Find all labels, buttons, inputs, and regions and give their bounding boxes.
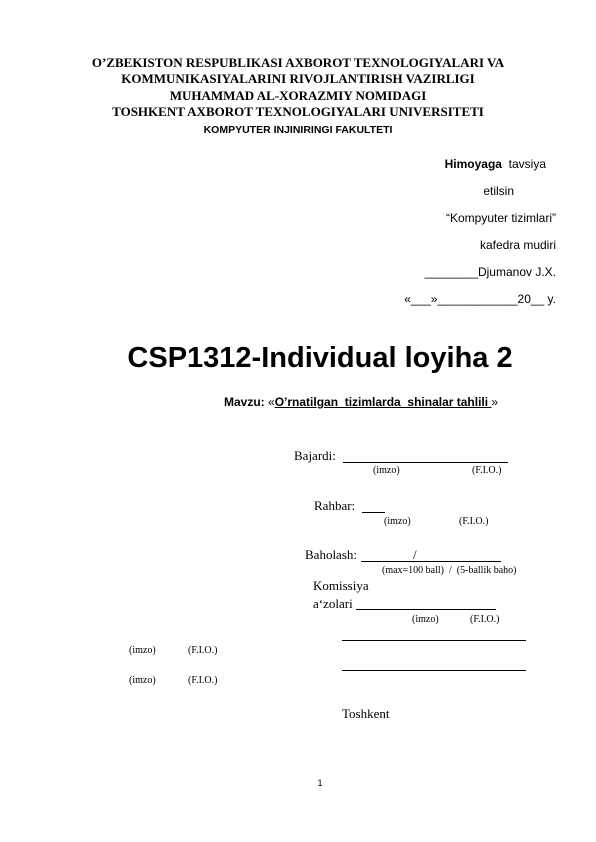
baholash-hint: (max=100 ball) / (5-ballik baho) [382, 565, 517, 576]
baholash-grade-line [361, 561, 501, 562]
city-name: Toshkent [342, 706, 390, 721]
approval-line-himoyaga [300, 157, 546, 171]
baholash-label: Baholash: [305, 547, 357, 562]
topic-label: Mavzu: [224, 395, 265, 409]
header-faculty: KOMPYUTER INJINIRINGI FAKULTETI [203, 124, 393, 136]
bajardi-label: Bajardi: [294, 448, 336, 463]
rahbar-fio-hint: (F.I.O.) [459, 516, 489, 527]
komissiya-imzo-hint: (imzo) [412, 614, 439, 625]
topic-text: O’rnatilgan tizimlarda shinalar tahlili [274, 395, 492, 409]
member-1-imzo-hint: (imzo) [129, 645, 156, 656]
bajardi-signature-line [343, 462, 508, 463]
approval-date-line: «___»____________20__ y. [404, 292, 556, 306]
approval-kafedra-name: “Kompyuter tizimlari” [445, 211, 556, 225]
bajardi-imzo-hint: (imzo) [373, 465, 400, 476]
rahbar-imzo-hint: (imzo) [384, 516, 411, 527]
member-2-signature-line [342, 670, 526, 671]
topic-open-quote: « [268, 395, 275, 409]
member-1-signature-line [342, 640, 526, 641]
rahbar-signature-line [362, 512, 385, 513]
header-university-line-1: MUHAMMAD AL-XORAZMIY NOMIDAGI [169, 88, 427, 103]
topic-line [224, 395, 498, 409]
topic-close-quote: » [491, 395, 499, 409]
header-ministry-line-1: O’ZBEKISTON RESPUBLIKASI AXBOROT TEXNOLOGIYALARI VA [91, 55, 505, 70]
komissiya-label-line-1: Komissiya [313, 578, 369, 593]
komissiya-label-line-2: a‘zolari [313, 596, 353, 611]
member-2-fio-hint: (F.I.O.) [188, 675, 218, 686]
approval-head-name: Djumanov J.X. [477, 265, 556, 279]
approval-signature-blank: ________ [424, 265, 478, 279]
komissiya-fio-hint: (F.I.O.) [470, 614, 500, 625]
komissiya-signature-line [356, 609, 496, 610]
approval-etilsin: etilsin [483, 184, 514, 198]
member-1-fio-hint: (F.I.O.) [188, 645, 218, 656]
document-title: CSP1312-Individual loyiha 2 [127, 342, 513, 374]
approval-head-signature [300, 265, 556, 279]
approval-kafedra-mudiri: kafedra mudiri [479, 238, 556, 252]
header-university-line-2: TOSHKENT AXBOROT TEXNOLOGIYALARI UNIVERSITETI [112, 104, 484, 119]
approval-himoyaga: Himoyaga [444, 157, 502, 171]
header-ministry-line-2: KOMMUNIKASIYALARINI RIVOJLANTIRISH VAZIRLIGI [121, 71, 475, 86]
baholash-slash: / [413, 547, 417, 562]
member-2-imzo-hint: (imzo) [129, 675, 156, 686]
approval-tavsiya: tavsiya [508, 157, 546, 171]
rahbar-label: Rahbar: [314, 498, 356, 513]
bajardi-fio-hint: (F.I.O.) [472, 465, 502, 476]
page-number: 1 [317, 778, 323, 788]
